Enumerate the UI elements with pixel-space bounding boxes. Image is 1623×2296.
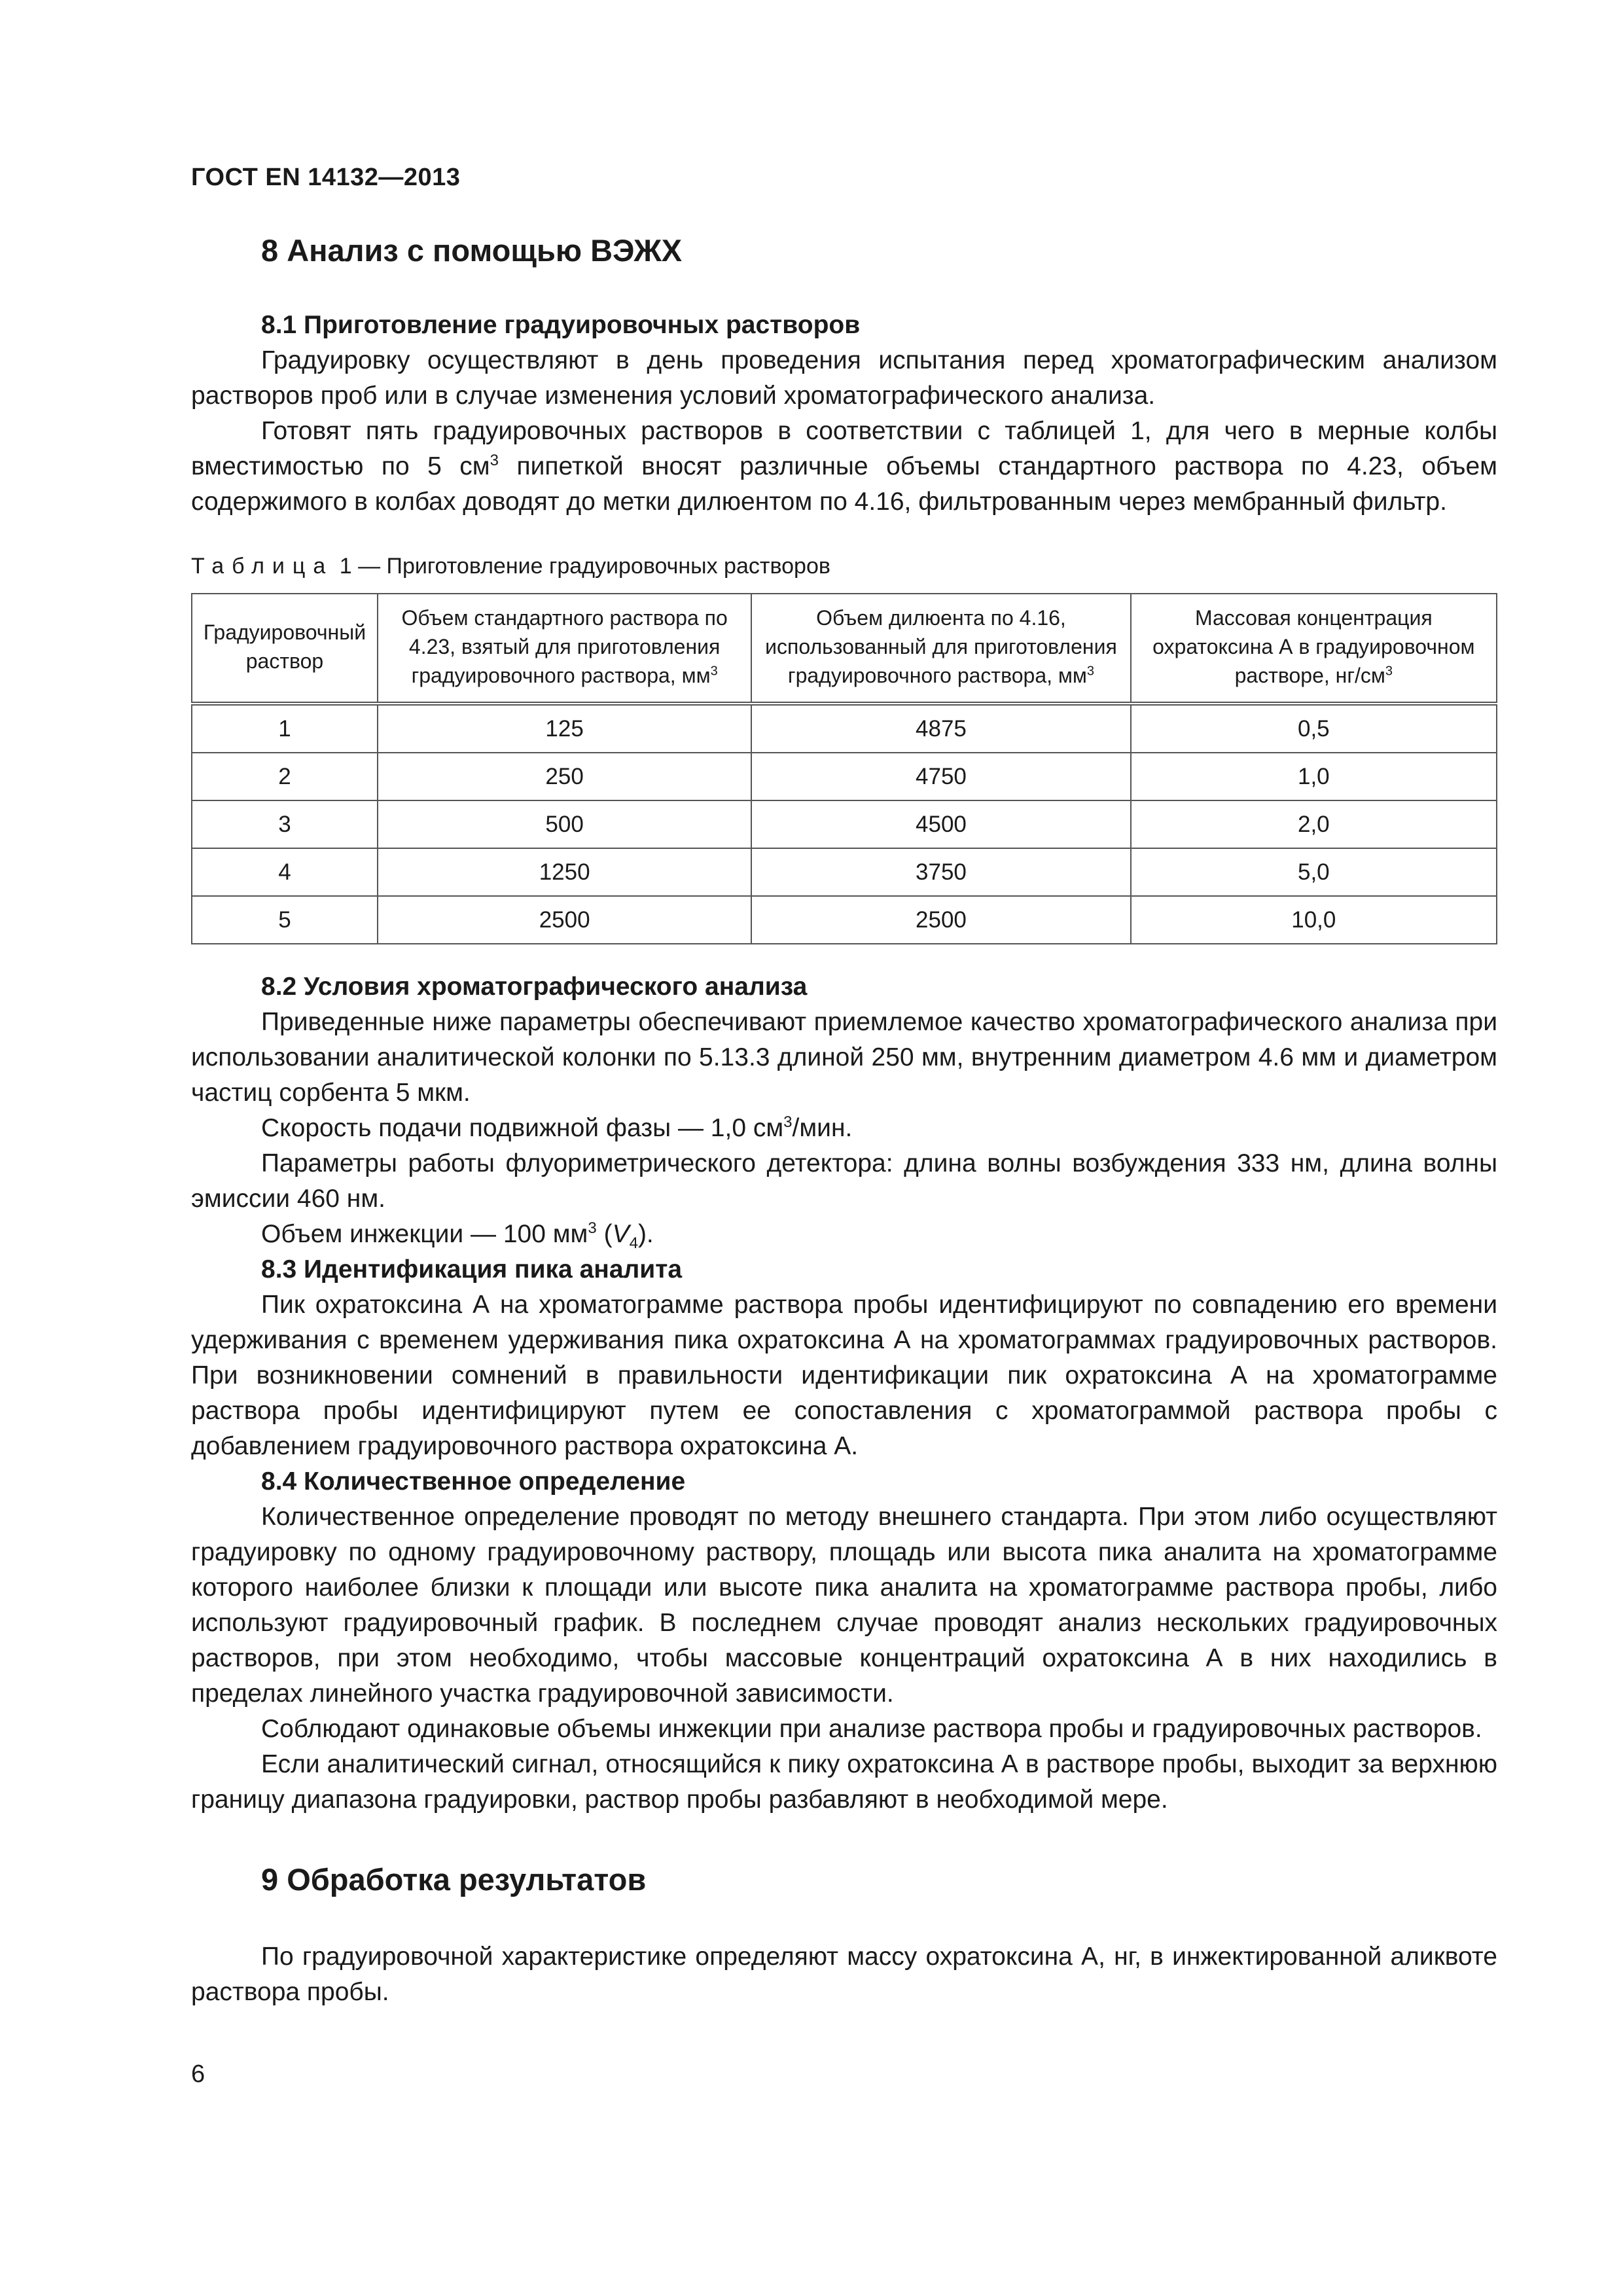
- text-run: ).: [637, 1220, 654, 1248]
- page-number: 6: [191, 2060, 205, 2088]
- table-cell: 1250: [378, 848, 751, 896]
- section-8-2-detector: Параметры работы флуориметрического детектора: длина волны возбуждения 333 нм, длина волны эмиссии 460 нм.: [191, 1149, 1497, 1213]
- table-cell: 4500: [751, 800, 1130, 848]
- section-8-4-paragraph-2: Соблюдают одинаковые объемы инжекции при анализе раствора пробы и градуировочных растворов.: [261, 1715, 1482, 1743]
- section-8-2-paragraph-1: Приведенные ниже параметры обеспечивают приемлемое качество хроматографического анализа при использовании аналитической колонки по 5.13.3 длиной 250 мм, внутренним диаметром 4.6 мм и диаметром частиц сорбента 5 мкм.: [191, 1008, 1497, 1107]
- page-content: [191, 228, 1497, 2010]
- table-row: [192, 848, 1497, 896]
- table-cell: 5,0: [1131, 848, 1497, 896]
- table-cell: 2: [192, 753, 378, 800]
- superscript: 3: [490, 452, 499, 469]
- table-cell: 2,0: [1131, 800, 1497, 848]
- section-8-4-title: 8.4 Количественное определение: [261, 1467, 686, 1496]
- section-8-3-paragraph-1: Пик охратоксина А на хроматограмме раствора пробы идентифицируют по совпадению его времени удерживания с временем удерживания пика охратоксина А на хроматограммах градуировочных растворов. При возникновении сомнений в правильности идентификации пик охратоксина А на хроматограмме раствора пробы идентифицируют путем ее сопоставления с хроматограммой раствора пробы с добавлением градуировочного раствора охратоксина А.: [191, 1291, 1497, 1460]
- table-cell: 0,5: [1131, 704, 1497, 753]
- table-cell: 125: [378, 704, 751, 753]
- section-8-2-flow-rate: [191, 1111, 1497, 1146]
- section-8-4-paragraph-3: Если аналитический сигнал, относящийся к пику охратоксина А в растворе пробы, выходит за верхнюю границу диапазона градуировки, раствор пробы разбавляют в необходимой мере.: [191, 1750, 1497, 1814]
- text-run: (: [596, 1220, 613, 1248]
- section-8-1-paragraph-1: Градуировку осуществляют в день проведения испытания перед хроматографическим анализом растворов проб или в случае изменения условий хроматографического анализа.: [191, 346, 1497, 410]
- calibration-table: [191, 593, 1497, 944]
- table-header-concentration: Массовая концентрация охратоксина А в градуировочном растворе, $нг/см^3$: [1131, 594, 1497, 704]
- caption-text: 1 — Приготовление градуировочных растворов: [333, 554, 830, 579]
- table-row: [192, 753, 1497, 800]
- superscript: 3: [783, 1113, 793, 1131]
- table-header-solution: Градуировочный раствор: [192, 594, 378, 704]
- section-8-3-title: 8.3 Идентификация пика аналита: [261, 1255, 683, 1283]
- table-cell: 5: [192, 896, 378, 944]
- text-run: /мин.: [792, 1114, 853, 1142]
- table-cell: 500: [378, 800, 751, 848]
- table-header-standard-volume: Объем стандартного раствора по 4.23, взятый для приготовления градуировочного раствора, $мм^3$: [378, 594, 751, 704]
- variable: V: [612, 1220, 630, 1248]
- table-cell: 250: [378, 753, 751, 800]
- table-row: [192, 800, 1497, 848]
- table-header-row: [192, 594, 1497, 704]
- table-cell: 4: [192, 848, 378, 896]
- section-8-4-paragraph-1: Количественное определение проводят по методу внешнего стандарта. При этом либо осуществляют градуировку по одному градуировочному раствору, площадь или высота пика аналита на хроматограмме которого наиболее близки к площади или высоте пика аналита на хроматограмме раствора пробы, либо используют градуировочный график. В последнем случае проводят анализ нескольких градуировочных растворов, при этом необходимо, чтобы массовые концентраций охратоксина А в них находились в пределах линейного участка градуировочной зависимости.: [191, 1503, 1497, 1708]
- text-run: пипеткой вносят различные объемы стандартного раствора по 4.23, объем содержимого в колбах доводят до метки дилюентом по 4.16, фильтрованным через мембранный фильтр.: [191, 452, 1497, 516]
- superscript: 3: [588, 1219, 597, 1237]
- table-row: [192, 896, 1497, 944]
- table-cell: 1,0: [1131, 753, 1497, 800]
- text-run: Готовят пять градуировочных растворов в соответствии с таблицей 1, для чего в мерные колбы вместимостью по 5 см: [191, 417, 1497, 480]
- table-cell: 1: [192, 704, 378, 753]
- section-8-1-title: 8.1 Приготовление градуировочных растворов: [261, 311, 861, 339]
- section-8-1-paragraph-2: [191, 414, 1497, 520]
- section-9-paragraph-1: По градуировочной характеристике определяют массу охратоксина А, нг, в инжектированной аликвоте раствора пробы.: [191, 1943, 1497, 2006]
- text-run: Объем инжекции — 100 мм: [261, 1220, 588, 1248]
- table-cell: 4875: [751, 704, 1130, 753]
- section-8-title: 8 Анализ с помощью ВЭЖХ: [261, 233, 683, 268]
- table-cell: 4750: [751, 753, 1130, 800]
- table-header-diluent-volume: Объем дилюента по 4.16, использованный для приготовления градуировочного раствора, $мм^3$: [751, 594, 1130, 704]
- text-run: Скорость подачи подвижной фазы — 1,0 см: [261, 1114, 784, 1142]
- table-cell: 2500: [751, 896, 1130, 944]
- section-8-2-title: 8.2 Условия хроматографического анализа: [261, 973, 808, 1001]
- table-cell: 3: [192, 800, 378, 848]
- subscript: 4: [629, 1234, 638, 1252]
- table-row: [192, 704, 1497, 753]
- table-cell: 10,0: [1131, 896, 1497, 944]
- section-9-title: 9 Обработка результатов: [261, 1862, 647, 1897]
- table-cell: 3750: [751, 848, 1130, 896]
- table-1-caption: [191, 551, 1497, 581]
- table-cell: 2500: [378, 896, 751, 944]
- caption-word: Таблица: [191, 554, 334, 579]
- standard-header: ГОСТ EN 14132—2013: [191, 164, 461, 191]
- section-8-2-injection-volume: [191, 1217, 1497, 1252]
